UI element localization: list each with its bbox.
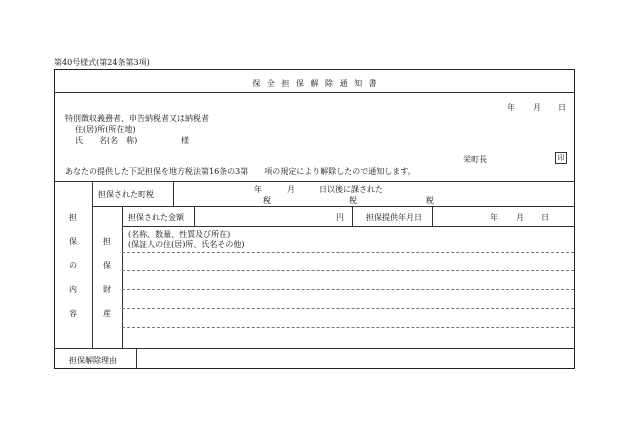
property-note-1: (名称、数量、性質及び所在) (128, 230, 231, 239)
amount-divider-1 (194, 206, 195, 226)
release-reason-divider (136, 348, 137, 368)
property-label-char-1: 担 (103, 237, 111, 246)
content-label-char-2: 保 (69, 237, 77, 246)
property-line-1 (122, 252, 574, 253)
addressee-type: 特別徴収義務者、申告納税者又は納税者 (65, 114, 209, 123)
tax-row-divider (173, 181, 174, 206)
tax-item-1: 税 (263, 196, 271, 205)
tax-row-bottom (92, 206, 574, 207)
content-section-bottom (55, 348, 574, 349)
tax-after-text: 日以後に課された (319, 185, 383, 194)
addressee-name-label: 氏 名(名 称) (75, 136, 138, 145)
notice-form (54, 69, 575, 369)
content-label-char-4: 内 (69, 285, 77, 294)
property-line-4 (122, 308, 574, 309)
amount-row-bottom (122, 226, 574, 227)
secured-tax-label: 担保された町税 (98, 190, 154, 199)
property-line-2 (122, 270, 574, 271)
property-line-5 (122, 327, 574, 328)
content-label-char-5: 容 (69, 309, 77, 318)
property-label-char-3: 財 (103, 285, 111, 294)
tax-item-2: 税 (349, 196, 357, 205)
form-number-label: 第40号様式(第24条第3項) (54, 58, 150, 67)
form-title: 保 全 担 保 解 除 通 知 書 (252, 79, 379, 88)
release-reason-label: 担保解除理由 (69, 356, 117, 365)
content-label-char-1: 担 (69, 213, 77, 222)
property-inner-divider (122, 226, 123, 348)
secured-amount-label: 担保された金額 (128, 213, 184, 222)
amount-divider-2 (352, 206, 353, 226)
issuer-title: 栄町長 (463, 155, 487, 164)
provision-date-label: 担保提供年月日 (366, 213, 422, 222)
property-note-2: (保証人の住(居)所、氏名その他) (128, 240, 245, 249)
property-label-char-4: 産 (103, 309, 111, 318)
header-divider (55, 181, 574, 182)
tax-year: 年 (254, 185, 262, 194)
addressee-address-label: 住(居)所(所在地) (75, 125, 136, 134)
date-year: 年 (507, 103, 515, 112)
provision-month: 月 (516, 213, 524, 222)
tax-item-3: 税 (426, 196, 434, 205)
date-day: 日 (558, 103, 566, 112)
amount-yen: 円 (336, 213, 344, 222)
property-line-3 (122, 289, 574, 290)
addressee-honorific: 様 (181, 136, 189, 145)
seal-mark: 印 (555, 152, 567, 164)
amount-divider-3 (432, 206, 433, 226)
notice-text: あなたの提供した下記担保を地方税法第16条の3第 項の規定により解除したので通知します。 (65, 167, 416, 176)
tax-month: 月 (287, 185, 295, 194)
date-month: 月 (533, 103, 541, 112)
property-label-char-2: 保 (103, 261, 111, 270)
title-divider (55, 92, 574, 93)
provision-day: 日 (541, 213, 549, 222)
provision-year: 年 (490, 213, 498, 222)
content-label-char-3: の (69, 261, 77, 270)
